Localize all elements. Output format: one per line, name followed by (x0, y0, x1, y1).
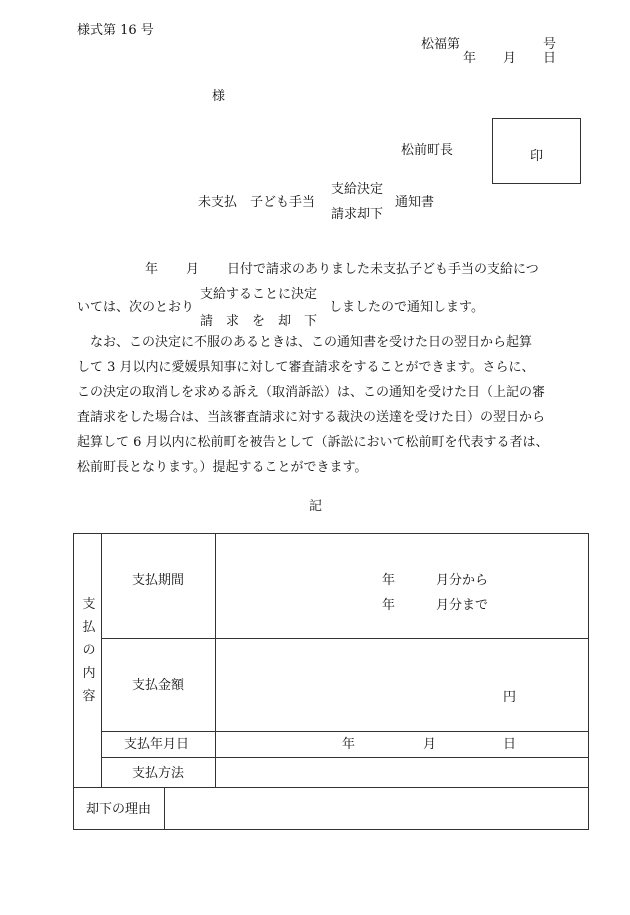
body-line2-prefix: いては、次のとおり (77, 300, 195, 315)
seal-box (492, 118, 581, 184)
addressee-suffix: 様 (212, 89, 226, 104)
period-to-label: 月分まで (436, 598, 489, 613)
paragraph-line: この決定の取消しを求める訴え（取消訴訟）は、この通知を受けた日（上記の審 (77, 385, 546, 400)
period-year-to: 年 (382, 598, 396, 613)
ki-heading: 記 (309, 499, 323, 514)
rejection-reason-label: 却下の理由 (86, 802, 152, 817)
doc-number-prefix: 松福第 (421, 37, 461, 52)
date-month-label: 月 (503, 51, 517, 66)
title-prefix: 未支払 子ども手当 (198, 195, 316, 210)
payment-details-table (73, 533, 589, 830)
payment-year-label: 年 (342, 737, 356, 752)
date-day-label: 日 (543, 51, 557, 66)
issuer-name: 松前町長 (401, 143, 454, 158)
paragraph-line: 起算して 6 月以内に松前町を被告として（訴訟において松前町を代表する者は、 (77, 435, 549, 450)
payment-month-label: 月 (423, 737, 437, 752)
period-year-from: 年 (382, 573, 396, 588)
body-line2-suffix: しましたので通知します。 (329, 300, 484, 315)
group-label: 支 払 の 内 容 (82, 597, 96, 704)
payment-method-label: 支払方法 (132, 766, 185, 781)
seal-label: 印 (530, 149, 544, 164)
payment-day-label: 日 (503, 737, 517, 752)
period-value-cell (216, 534, 589, 639)
payment-date-label: 支払年月日 (124, 737, 190, 752)
period-label-cell (102, 534, 216, 639)
paragraph-line: なお、この決定に不服のあるときは、この通知書を受けた日の翌日から起算 (77, 335, 533, 350)
paragraph-line: 査請求をした場合は、当該審査請求に対する裁決の送達を受けた日）の翌日から (77, 410, 546, 425)
date-year-label: 年 (463, 51, 477, 66)
amount-label-cell (102, 639, 216, 732)
amount-label: 支払金額 (132, 678, 185, 693)
paragraph-line: 松前町長となります。）提起することができます。 (77, 460, 368, 475)
body-month-label: 月 (186, 262, 200, 277)
period-from-label: 月分から (436, 573, 489, 588)
doc-number-suffix: 号 (543, 37, 557, 52)
body-year-label: 年 (145, 262, 159, 277)
body-line1-text: 日付で請求のありました未支払子ども手当の支給につ (227, 262, 539, 277)
reason-label-cell (74, 788, 165, 830)
paragraph-line: して 3 月以内に愛媛県知事に対して審査請求をすることができます。さらに、 (77, 360, 535, 375)
reason-value-cell (165, 788, 589, 830)
method-value-cell (216, 758, 589, 788)
body-option-approve: 支給することに決定 (200, 287, 318, 302)
date-value-cell (216, 732, 589, 758)
group-label-cell (74, 534, 102, 788)
method-label-cell (102, 758, 216, 788)
form-number: 様式第 16 号 (77, 23, 154, 38)
amount-value-cell (216, 639, 589, 732)
title-option-approve: 支給決定 (331, 182, 384, 197)
title-option-reject: 請求却下 (331, 207, 384, 222)
title-suffix: 通知書 (395, 195, 435, 210)
period-label: 支払期間 (132, 573, 185, 588)
body-option-reject: 請 求 を 却 下 (200, 314, 318, 329)
date-label-cell (102, 732, 216, 758)
amount-unit: 円 (503, 690, 517, 705)
